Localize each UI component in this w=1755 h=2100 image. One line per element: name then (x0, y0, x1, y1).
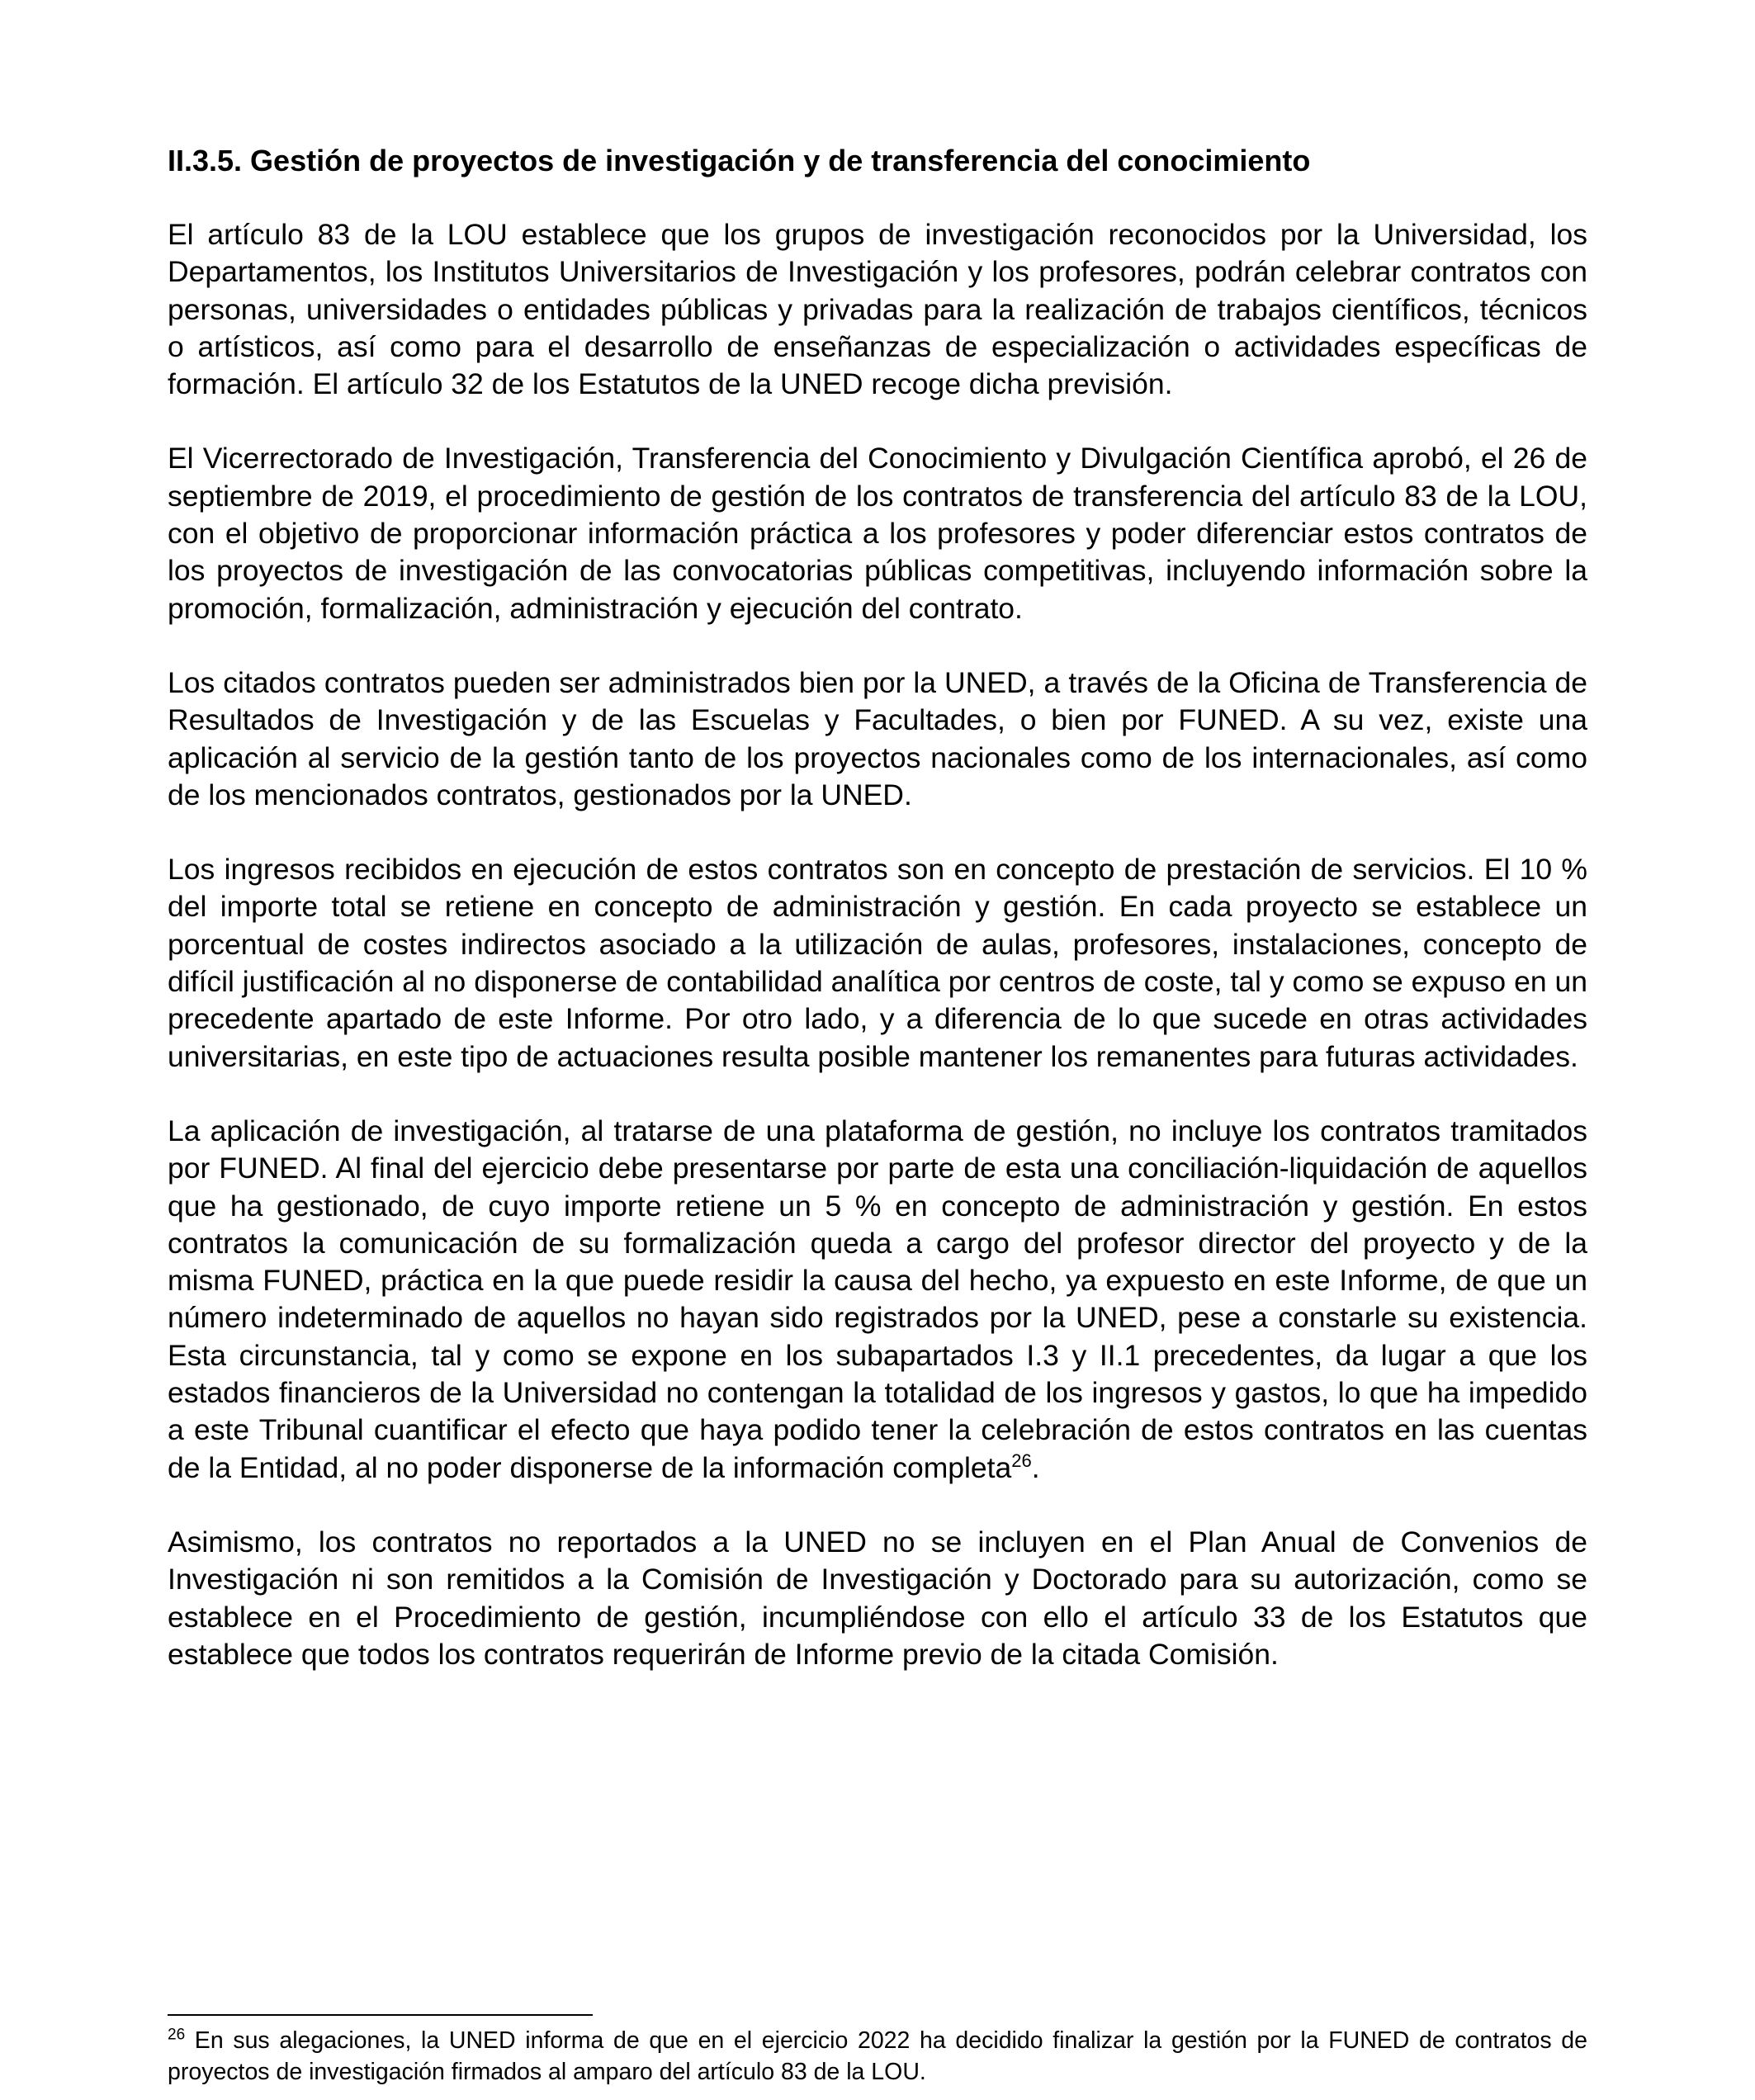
footnote-number: 26 (168, 2026, 186, 2044)
paragraph-2: El Vicerrectorado de Investigación, Transferencia del Conocimiento y Divulgación Científica aprobó, el 26 de septiembre de 2019, el procedimiento de gestión de los contratos de transferencia del artículo 83 de la LOU, con el objetivo de proporcionar información práctica a los profesores y poder diferenciar estos contratos de los proyectos de investigación de las convocatorias públicas competitivas, incluyendo información sobre la promoción, formalización, administración y ejecución del contrato. (168, 442, 1587, 625)
footnote-separator (168, 2014, 593, 2016)
paragraph-4: Los ingresos recibidos en ejecución de estos contratos son en concepto de prestación de servicios. El 10 % del importe total se retiene en concepto de administración y gestión. En cada proyecto se establece un porcentual de costes indirectos asociado a la utilización de aulas, profesores, instalaciones, concepto de difícil justificación al no disponerse de contabilidad analítica por centros de coste, tal y como se expuso en un precedente apartado de este Informe. Por otro lado, y a diferencia de lo que sucede en otras actividades universitarias, en este tipo de actuaciones resulta posible mantener los remanentes para futuras actividades. (168, 853, 1587, 1073)
paragraph-5-end: . (1031, 1450, 1040, 1484)
footnote-text: En sus alegaciones, la UNED informa de que en el ejercicio 2022 ha decidido finalizar la gestión por la FUNED de contratos de proyectos de investigación firmados al amparo del artículo 83 de la LOU. (168, 2027, 1587, 2085)
paragraph-5 (168, 1113, 1587, 1487)
footnote-reference[interactable]: 26 (1011, 1450, 1032, 1471)
section-heading: II.3.5. Gestión de proyectos de investigación y de transferencia del conocimiento (168, 144, 1311, 177)
paragraph-5-text: La aplicación de investigación, al tratarse de una plataforma de gestión, no incluye los contratos tramitados por FUNED. Al final del ejercicio debe presentarse por parte de esta una conciliación-liquidación de aquellos que ha gestionado, de cuyo importe retiene un 5 % en concepto de administración y gestión. En estos contratos la comunicación de su formalización queda a cargo del profesor director del proyecto y de la misma FUNED, práctica en la que puede residir la causa del hecho, ya expuesto en este Informe, de que un número indeterminado de aquellos no hayan sido registrados por la UNED, pese a constarle su existencia. Esta circunstancia, tal y como se expone en los subapartados I.3 y II.1 precedentes, da lugar a que los estados financieros de la Universidad no contengan la totalidad de los ingresos y gastos, lo que ha impedido a este Tribunal cuantificar el efecto que haya podido tener la celebración de estos contratos en las cuentas de la Entidad, al no poder disponerse de la información completa (168, 1114, 1587, 1484)
document-body (168, 142, 1587, 1710)
paragraph-1: El artículo 83 de la LOU establece que los grupos de investigación reconocidos por la Universidad, los Departamentos, los Institutos Universitarios de Investigación y los profesores, podrán celebrar contratos con personas, universidades o entidades públicas y privadas para la realización de trabajos científicos, técnicos o artísticos, así como para el desarrollo de enseñanzas de especialización o actividades específicas de formación. El artículo 32 de los Estatutos de la UNED recoge dicha previsión. (168, 218, 1587, 401)
paragraph-3: Los citados contratos pueden ser administrados bien por la UNED, a través de la Oficina de Transferencia de Resultados de Investigación y de las Escuelas y Facultades, o bien por FUNED. A su vez, existe una aplicación al servicio de la gestión tanto de los proyectos nacionales como de los internacionales, así como de los mencionados contratos, gestionados por la UNED. (168, 665, 1587, 811)
footnote (168, 2025, 1587, 2088)
paragraph-6: Asimismo, los contratos no reportados a la UNED no se incluyen en el Plan Anual de Convenios de Investigación ni son remitidos a la Comisión de Investigación y Doctorado para su autorización, como se establece en el Procedimiento de gestión, incumpliéndose con ello el artículo 33 de los Estatutos que establece que todos los contratos requerirán de Informe previo de la citada Comisión. (168, 1525, 1587, 1671)
